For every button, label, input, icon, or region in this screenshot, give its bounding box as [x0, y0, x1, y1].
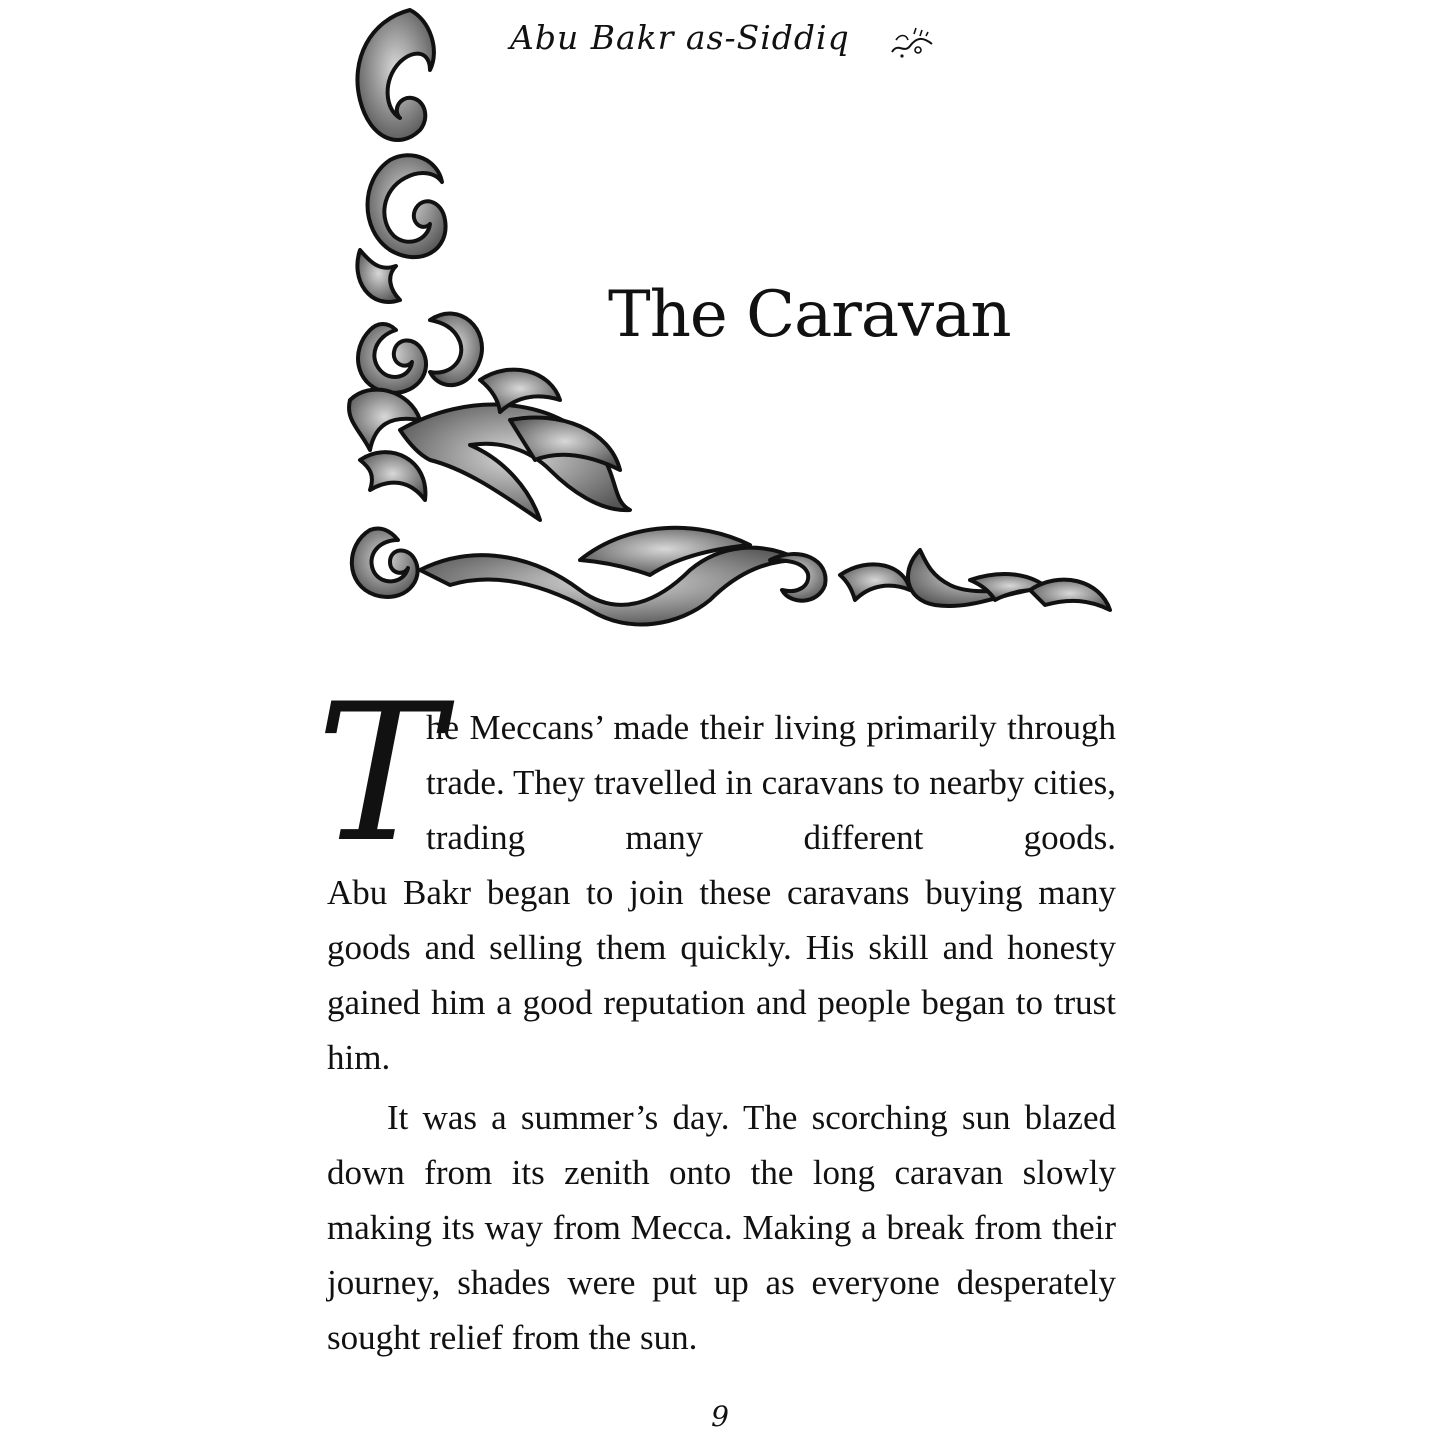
drop-cap: T: [316, 663, 443, 884]
page-number: 9: [711, 1400, 729, 1433]
paragraph-second: It was a summer’s day. The scorching sun blazed down from its zenith onto the long caravan slowly making its way from Mecca. Making a break from their journey, shades were put up as everyone desperately sought relief from the sun.: [327, 1098, 1116, 1357]
paragraph-continued: Abu Bakr began to join these caravans buying many goods and selling them quickly. His skill and honesty gained him a good reputation and people began to trust him.: [327, 873, 1116, 1077]
running-head-title: Abu Bakr as-Siddiq: [510, 18, 850, 57]
chapter-title: The Caravan: [608, 278, 1011, 352]
paragraph-opening: he Meccans’ made their living primarily through trade. They travelled in caravans to nearby cities, trading many different goods.: [426, 708, 1116, 857]
